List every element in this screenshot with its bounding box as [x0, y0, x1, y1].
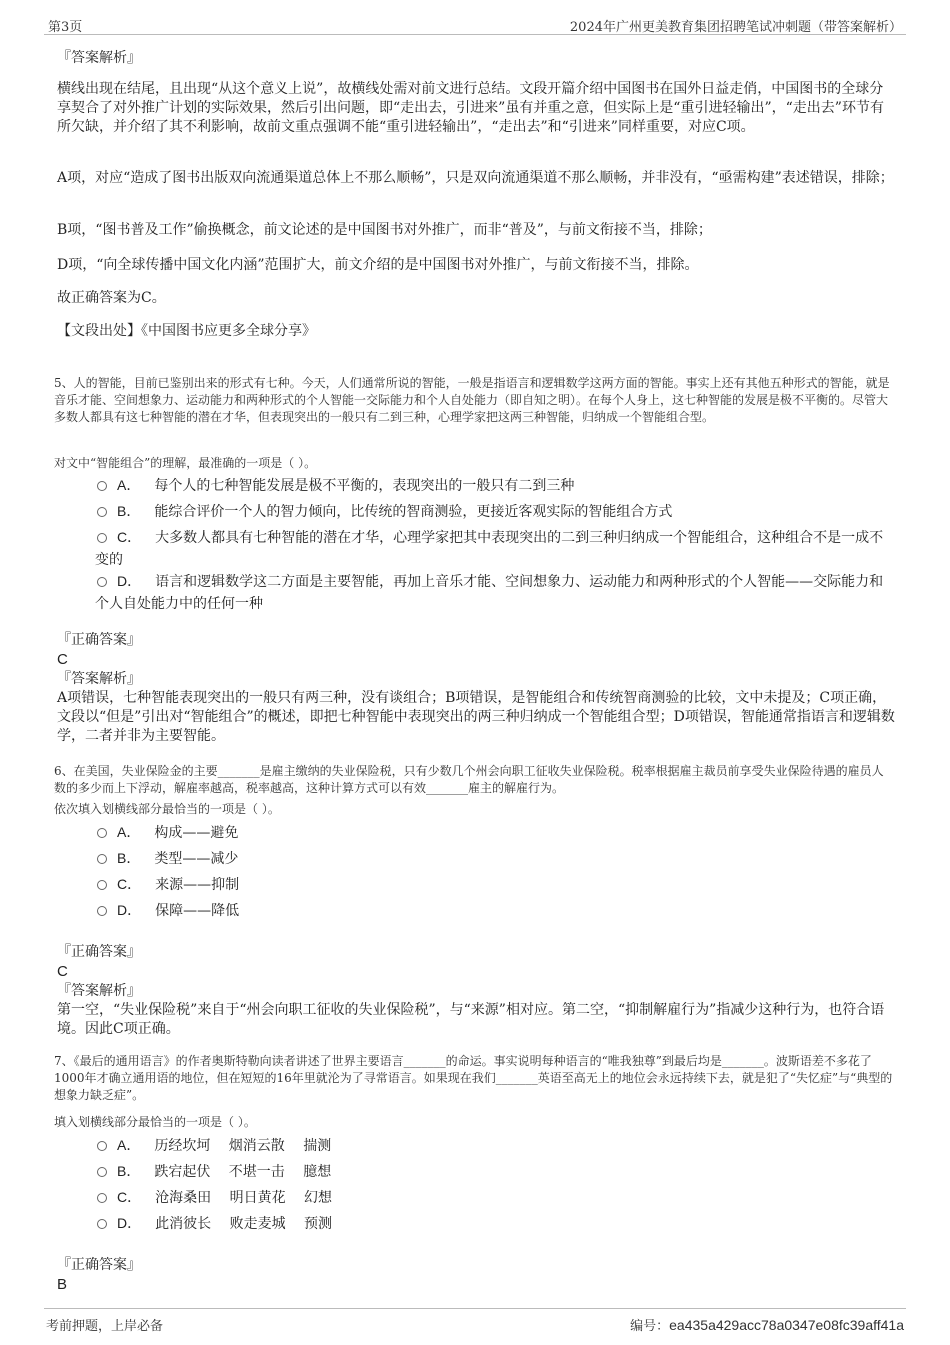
option-letter: B．	[117, 503, 141, 519]
option-letter: D．	[117, 902, 142, 918]
q5-option-c[interactable]	[95, 526, 895, 571]
option-letter: C．	[117, 529, 142, 545]
footer-motto: 考前押题，上岸必备	[46, 1319, 164, 1334]
q5-option-b[interactable]	[95, 500, 895, 523]
code-value: ea435a429acc78a0347e08fc39aff41a	[669, 1317, 904, 1333]
q6-option-d[interactable]	[95, 899, 895, 922]
q7-answer: B	[57, 1276, 68, 1293]
option-text: 保障——降低	[155, 903, 240, 919]
q6-stem: 6、在美国，失业保险金的主要_______是雇主缴纳的失业保险税，只有少数几个州会向职工征收失业保险税。税率根据雇主裁员前享受失业保险待遇的雇员人数的多少而上下浮动，解雇率越高，税率越高，这种计算方式可以有效_______雇主的解雇行为。	[54, 764, 884, 795]
option-text: 沧海桑田 明日黄花 幻想	[155, 1190, 333, 1206]
option-letter: D．	[117, 573, 142, 589]
radio-button[interactable]	[97, 1219, 107, 1229]
q4-point-d: D项，“向全球传播中国文化内涵”范围扩大，前文介绍的是中国图书对外推广，与前文衔接不当，排除。	[57, 257, 699, 273]
q6-analysis-heading: 『答案解析』	[57, 983, 141, 999]
option-text: 构成——避免	[154, 825, 239, 841]
q5-analysis: A项错误，七种智能表现突出的一般只有两三种，没有谈组合；B项错误，是智能组合和传统智商测验的比较，文中未提及；C项正确，文段以“但是”引出对“智能组合”的概述，即把七种智能中表现突出的两三种归纳成一个智能组合型；D项错误，智能通常指语言和逻辑数学，二者并非为主要智能。	[57, 690, 895, 744]
q7-stem: 7、《最后的通用语言》的作者奥斯特勒向读者讲述了世界主要语言_______的命运。事实说明每种语言的“唯我独尊”到最后均是_______。波斯语差不多花了1000年才确立通用语的地位，但在短短的16年里就沦为了寻常语言。如果现在我们_______英语至高无上的地位会永远持续下去，就是犯了“失忆症”与“典型的想象力缺乏症”。	[54, 1054, 893, 1102]
q4-source: 【文段出处】《中国图书应更多全球分享》	[57, 323, 316, 339]
q7-prompt: 填入划横线部分最恰当的一项是（ ）。	[54, 1115, 256, 1129]
option-letter: B．	[117, 1163, 141, 1179]
radio-button[interactable]	[97, 1141, 107, 1151]
option-text: 历经坎坷 烟消云散 揣测	[154, 1138, 332, 1154]
q6-analysis: 第一空，“失业保险税”来自于“州会向职工征收的失业保险税”，与“来源”相对应。第二空，“抑制解雇行为”指减少这种行为，也符合语境。因此C项正确。	[57, 1002, 885, 1037]
radio-button[interactable]	[97, 533, 107, 543]
q7-option-a[interactable]	[95, 1134, 895, 1157]
option-letter: C．	[117, 1189, 142, 1205]
option-letter: A．	[117, 477, 141, 493]
q4-conclusion: 故正确答案为C。	[57, 290, 166, 306]
q5-prompt: 对文中“智能组合”的理解，最准确的一项是（ ）。	[54, 456, 317, 470]
option-letter: D．	[117, 1215, 142, 1231]
q6-answer: C	[57, 963, 68, 980]
q5-answer-heading: 『正确答案』	[57, 632, 141, 648]
option-letter: A．	[117, 1137, 141, 1153]
page-header	[44, 12, 906, 35]
radio-button[interactable]	[97, 507, 107, 517]
q6-answer-heading: 『正确答案』	[57, 944, 141, 960]
option-text: 此消彼长 败走麦城 预测	[155, 1216, 333, 1232]
option-text: 类型——减少	[154, 851, 239, 867]
option-text: 语言和逻辑数学这二方面是主要智能，再加上音乐才能、空间想象力、运动能力和两种形式的个人智能——交际能力和个人自处能力中的任何一种	[95, 574, 884, 612]
option-letter: C．	[117, 876, 142, 892]
radio-button[interactable]	[97, 828, 107, 838]
option-letter: B．	[117, 850, 141, 866]
q5-answer: C	[57, 651, 68, 668]
document-title: 2024年广州更美教育集团招聘笔试冲刺题（带答案解析）	[569, 20, 902, 35]
q4-analysis-text: 横线出现在结尾，且出现“从这个意义上说”，故横线处需对前文进行总结。文段开篇介绍中国图书在国外日益走俏，中国图书的全球分享契合了对外推广计划的实际效果，然后引出问题，即“走出去，引进来”虽有并重之意，但实际上是“重引进轻输出”，“走出去”环节有所欠缺，并介绍了其不利影响，故前文重点强调不能“重引进轻输出”，“走出去”和“引进来”同样重要，对应C项。	[57, 81, 884, 135]
q6-option-b[interactable]	[95, 847, 895, 870]
document-code	[630, 1315, 904, 1334]
q5-stem: 5、人的智能，目前已鉴别出来的形式有七种。今天，人们通常所说的智能，一般是指语言和逻辑数学这两方面的智能。事实上还有其他五种形式的智能，就是音乐才能、空间想象力、运动能力和两种形式的个人智能一交际能力和个人自处能力（即自知之明）。在每个人身上，这七种智能的发展是极不平衡的。尽管大多数人都具有这七种智能的潜在才华，但表现突出的一般只有二到三种，心理学家把这两三种智能，归纳成一个智能组合型。	[54, 376, 890, 424]
page-number: 第3页	[48, 20, 83, 35]
radio-button[interactable]	[97, 577, 107, 587]
option-text: 跌宕起伏 不堪一击 臆想	[154, 1164, 332, 1180]
code-label: 编号：	[630, 1319, 670, 1334]
radio-button[interactable]	[97, 906, 107, 916]
q6-option-c[interactable]	[95, 873, 895, 896]
q4-analysis-heading: 『答案解析』	[57, 50, 141, 66]
radio-button[interactable]	[97, 481, 107, 491]
q5-analysis-heading: 『答案解析』	[57, 671, 141, 687]
q4-point-b: B项，“图书普及工作”偷换概念，前文论述的是中国图书对外推广，而非“普及”，与前文衔接不当，排除；	[57, 222, 712, 238]
q7-answer-heading: 『正确答案』	[57, 1257, 141, 1273]
q7-option-c[interactable]	[95, 1186, 895, 1209]
radio-button[interactable]	[97, 1167, 107, 1177]
q5-option-a[interactable]	[95, 474, 895, 497]
option-text: 来源——抑制	[155, 877, 240, 893]
q7-option-b[interactable]	[95, 1160, 895, 1183]
q4-point-a: A项，对应“造成了图书出版双向流通渠道总体上不那么顺畅”，只是双向流通渠道不那么顺畅，并非没有，“亟需构建”表述错误，排除；	[57, 170, 894, 186]
option-text: 每个人的七种智能发展是极不平衡的，表现突出的一般只有二到三种	[154, 478, 575, 494]
option-text: 能综合评价一个人的智力倾向，比传统的智商测验，更接近客观实际的智能组合方式	[154, 504, 673, 520]
radio-button[interactable]	[97, 854, 107, 864]
q6-prompt: 依次填入划横线部分最恰当的一项是（ ）。	[54, 802, 280, 816]
page-footer	[44, 1308, 906, 1335]
option-letter: A．	[117, 824, 141, 840]
q7-option-d[interactable]	[95, 1212, 895, 1235]
q6-option-a[interactable]	[95, 821, 895, 844]
q5-option-d[interactable]	[95, 570, 895, 615]
option-text: 大多数人都具有七种智能的潜在才华，心理学家把其中表现突出的二到三种归纳成一个智能组合，这种组合不是一成不变的	[95, 530, 884, 568]
radio-button[interactable]	[97, 880, 107, 890]
radio-button[interactable]	[97, 1193, 107, 1203]
